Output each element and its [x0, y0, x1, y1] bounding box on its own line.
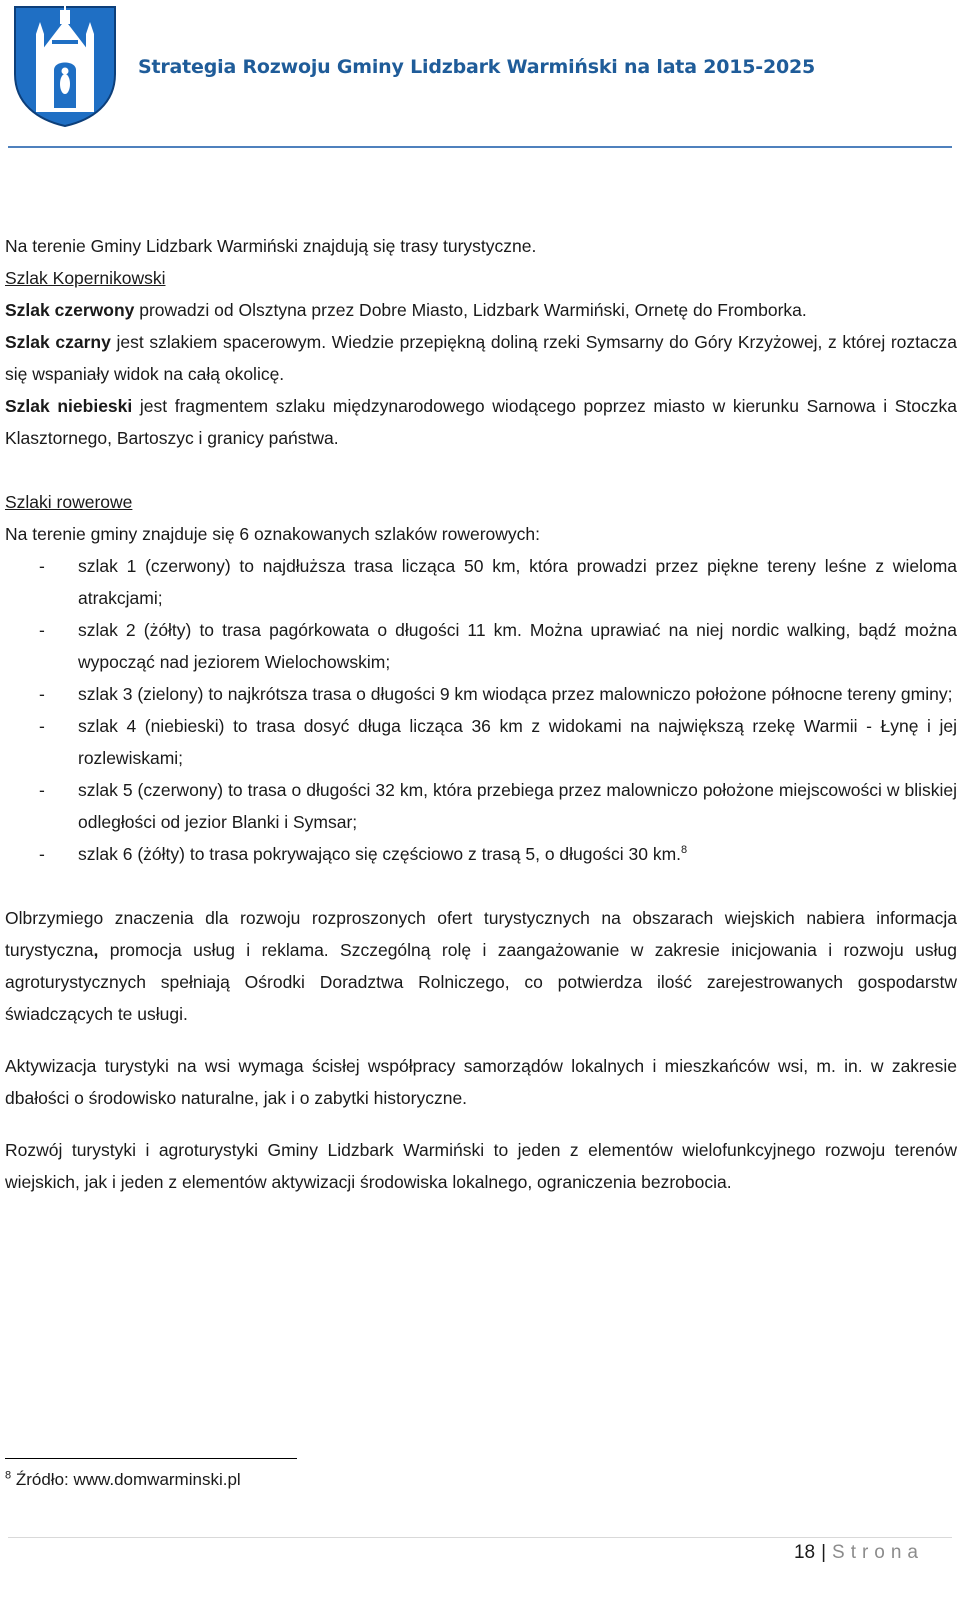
- header-divider: [8, 146, 952, 148]
- list-dash: -: [39, 684, 45, 704]
- list-dash: -: [39, 844, 45, 864]
- intro-paragraph: Na terenie Gminy Lidzbark Warmiński znajdują się trasy turystyczne.: [5, 236, 537, 256]
- footnote: [5, 1470, 241, 1490]
- red-trail-label: Szlak czerwony: [5, 300, 135, 320]
- footnote-number: 8: [5, 1469, 12, 1482]
- blue-trail-text: jest fragmentem szlaku międzynarodowego wiodącego poprzez miasto w kierunku Sarnowa i Stoczka Klasztornego, Bartoszyc i granicy państwa.: [5, 396, 957, 448]
- list-item: [5, 614, 957, 678]
- coat-of-arms-icon: [12, 4, 118, 128]
- list-item-text: szlak 4 (niebieski) to trasa dosyć długa licząca 36 km z widokami na największą rzekę Warmii - Łynę i jej rozlewiskami;: [78, 716, 957, 768]
- list-item: [5, 710, 957, 774]
- activation-paragraph: Aktywizacja turystyki na wsi wymaga ścisłej współpracy samorządów lokalnych i mieszkańców wsi, m. in. w zakresie dbałości o środowisko naturalne, jak i o zabytki historyczne.: [5, 1056, 957, 1108]
- paragraph-comma: ,: [93, 940, 99, 960]
- list-item-text: szlak 1 (czerwony) to najdłuższa trasa licząca 50 km, która prowadzi przez piękne tereny leśne z wieloma atrakcjami;: [78, 556, 957, 608]
- footnote-divider: [5, 1458, 297, 1459]
- page-header: [0, 0, 960, 150]
- red-trail-text: prowadzi od Olsztyna przez Dobre Miasto, Lidzbark Warmiński, Ornetę do Fromborka.: [134, 300, 807, 320]
- bike-trail-list: [5, 550, 957, 870]
- bike-intro: Na terenie gminy znajduje się 6 oznakowanych szlaków rowerowych:: [5, 524, 540, 544]
- bike-heading: Szlaki rowerowe: [5, 492, 133, 512]
- black-trail-paragraph: [5, 326, 957, 390]
- spacer: [5, 454, 957, 486]
- paragraph-text: Olbrzymiego znaczenia dla rozwoju rozproszonych ofert turystycznych na obszarach wiejskich nabiera informacja turystyczna: [5, 908, 957, 960]
- blue-trail-paragraph: [5, 390, 957, 454]
- blue-trail-label: Szlak niebieski: [5, 396, 133, 416]
- paragraph-text: promocja usług i reklama. Szczególną rolę i zaangażowanie w zakresie inicjowania i rozwoju usług agroturystycznych spełniają Ośrodki Doradztwa Rolniczego, co potwierdza ilość zarejestrowanych gospodarstw świadczących te usługi.: [5, 940, 957, 1024]
- list-item: [5, 678, 957, 710]
- page-number: [794, 1542, 924, 1564]
- list-item-text: szlak 2 (żółty) to trasa pagórkowata o długości 11 km. Można uprawiać na niej nordic walking, bądź można wypocząć nad jeziorem Wielochowskim;: [78, 620, 957, 672]
- list-item: [5, 774, 957, 838]
- red-trail-paragraph: [5, 294, 957, 326]
- footer-divider: [8, 1537, 952, 1538]
- development-paragraph: Rozwój turystyki i agroturystyki Gminy Lidzbark Warmiński to jeden z elementów wielofunkcyjnego rozwoju terenów wiejskich, jak i jeden z elementów aktywizacji środowiska lokalnego, ograniczenia bezrobocia.: [5, 1140, 957, 1192]
- black-trail-text: jest szlakiem spacerowym. Wiedzie przepiękną doliną rzeki Symsarny do Góry Krzyżowej, z której roztacza się wspaniały widok na całą okolicę.: [5, 332, 957, 384]
- kopernik-heading: Szlak Kopernikowski: [5, 268, 166, 288]
- spacer: [5, 1114, 957, 1134]
- page-word: Strona: [832, 1542, 924, 1563]
- page-number-separator: |: [821, 1542, 827, 1563]
- spacer: [5, 1030, 957, 1050]
- list-item-text: szlak 6 (żółty) to trasa pokrywająco się częściowo z trasą 5, o długości 30 km.: [78, 844, 682, 864]
- black-trail-label: Szlak czarny: [5, 332, 111, 352]
- list-dash: -: [39, 620, 45, 640]
- spacer: [5, 870, 957, 902]
- main-content: [5, 230, 957, 1198]
- list-item: [5, 550, 957, 614]
- tourism-info-paragraph: [5, 902, 957, 1030]
- list-item-text: szlak 5 (czerwony) to trasa o długości 32 km, która przebiega przez malowniczo położone miejscowości w bliskiej odległości od jezior Blanki i Symsar;: [78, 780, 957, 832]
- list-dash: -: [39, 716, 45, 736]
- list-dash: -: [39, 556, 45, 576]
- page-number-value: 18: [793, 1542, 816, 1563]
- footnote-reference[interactable]: 8: [681, 844, 688, 857]
- footnote-text: Źródło: www.domwarminski.pl: [11, 1470, 241, 1489]
- document-title: Strategia Rozwoju Gminy Lidzbark Warmiński na lata 2015-2025: [138, 56, 816, 78]
- list-item: [5, 838, 957, 870]
- list-item-text: szlak 3 (zielony) to najkrótsza trasa o długości 9 km wiodąca przez malowniczo położone północne tereny gminy;: [78, 684, 953, 704]
- list-dash: -: [39, 780, 45, 800]
